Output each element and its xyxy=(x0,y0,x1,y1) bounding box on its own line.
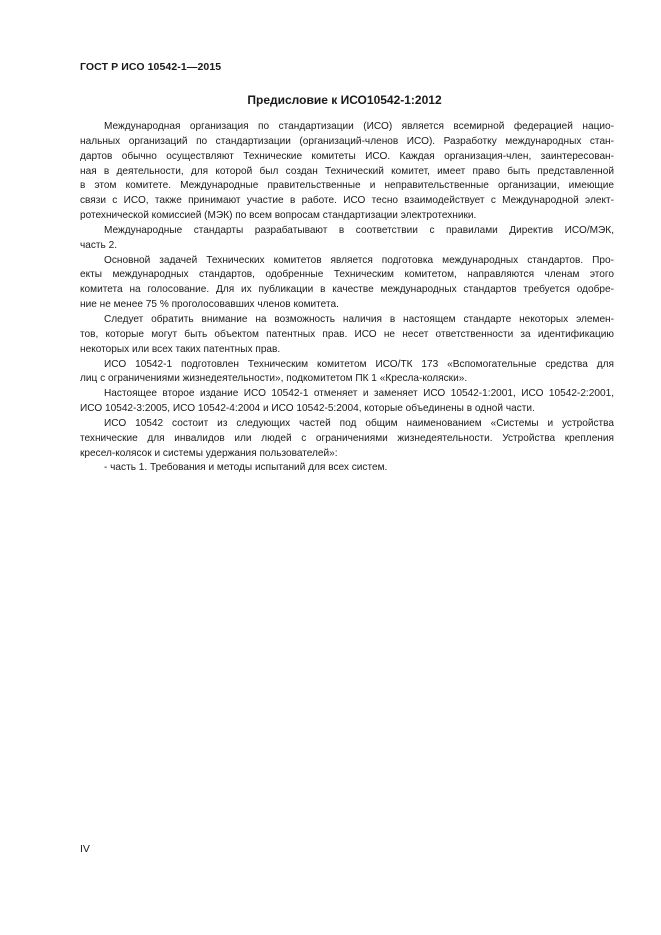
text-line: екты международных стандартов, одобренные Техническим комитетом, направляются членам этого xyxy=(80,269,614,281)
text-line: Настоящее второе издание ИСО 10542-1 отменяет и заменяет ИСО 10542-1:2001, ИСО 10542-2:2001, xyxy=(104,388,614,400)
text-line: некоторых или всех таких патентных прав. xyxy=(80,343,281,355)
page-number: IV xyxy=(80,843,90,855)
text-line: кресел-колясок и системы удержания пользователей»: xyxy=(80,447,338,459)
text-line: часть 2. xyxy=(80,239,118,251)
text-line: ротехнической комиссией (МЭК) по всем вопросам стандартизации электротехники. xyxy=(80,210,477,222)
text-line: в этом комитете. Международные правительственные и неправительственные организации, имеющие xyxy=(80,180,614,192)
text-line: Международная организация по стандартизации (ИСО) является всемирной федерацией нацио- xyxy=(104,121,614,132)
document-header: ГОСТ Р ИСО 10542-1—2015 xyxy=(80,61,222,73)
text-line: ИСО 10542-1 подготовлен Техническим комитетом ИСО/ТК 173 «Вспомогательные средства для xyxy=(104,358,614,370)
text-line: связи с ИСО, также принимают участие в работе. ИСО тесно взаимодействует с Международной элект- xyxy=(80,195,614,207)
text-line: Основной задачей Технических комитетов является подготовка международных стандартов. Про- xyxy=(104,254,614,266)
text-line: тов, которые могут быть объектом патентных прав. ИСО не несет ответственности за идентификацию xyxy=(80,328,614,340)
section-title-text: Предисловие к ИСО10542-1:2012 xyxy=(247,93,442,107)
text-line: ИСО 10542-3:2005, ИСО 10542-4:2004 и ИСО 10542-5:2004, которые объединены в одной части. xyxy=(80,403,535,415)
text-line: Международные стандарты разрабатывают в соответствии с правилами Директив ИСО/МЭК, xyxy=(104,224,614,236)
text-line: лиц с ограничениями жизнедеятельности», подкомитетом ПК 1 «Кресла-коляски». xyxy=(80,373,468,385)
text-line: технические для инвалидов или людей с ограничениями жизнедеятельности. Устройства крепления xyxy=(80,432,614,444)
text-line: ние не менее 75 % проголосовавших членов комитета. xyxy=(80,299,339,311)
text-line: ИСО 10542 состоит из следующих частей под общим наименованием «Системы и устройства xyxy=(104,417,614,429)
text-line: нальных организаций по стандартизации (организаций-членов ИСО). Разработку международных стан- xyxy=(80,135,614,147)
text-line: ная в деятельности, для которой был создан Технический комитет, имеет право быть представленной xyxy=(80,165,614,177)
section-title xyxy=(0,93,661,107)
text-line: - часть 1. Требования и методы испытаний для всех систем. xyxy=(104,462,388,474)
text-line: дартов обычно осуществляют Технические комитеты ИСО. Каждая организация-член, заинтересован- xyxy=(80,150,614,162)
document-body xyxy=(80,120,614,476)
text-line: Следует обратить внимание на возможность наличия в настоящем стандарте некоторых элемен- xyxy=(104,313,614,325)
text-line: комитета на голосование. Для их публикации в качестве международных стандартов требуется одобре- xyxy=(80,284,614,296)
